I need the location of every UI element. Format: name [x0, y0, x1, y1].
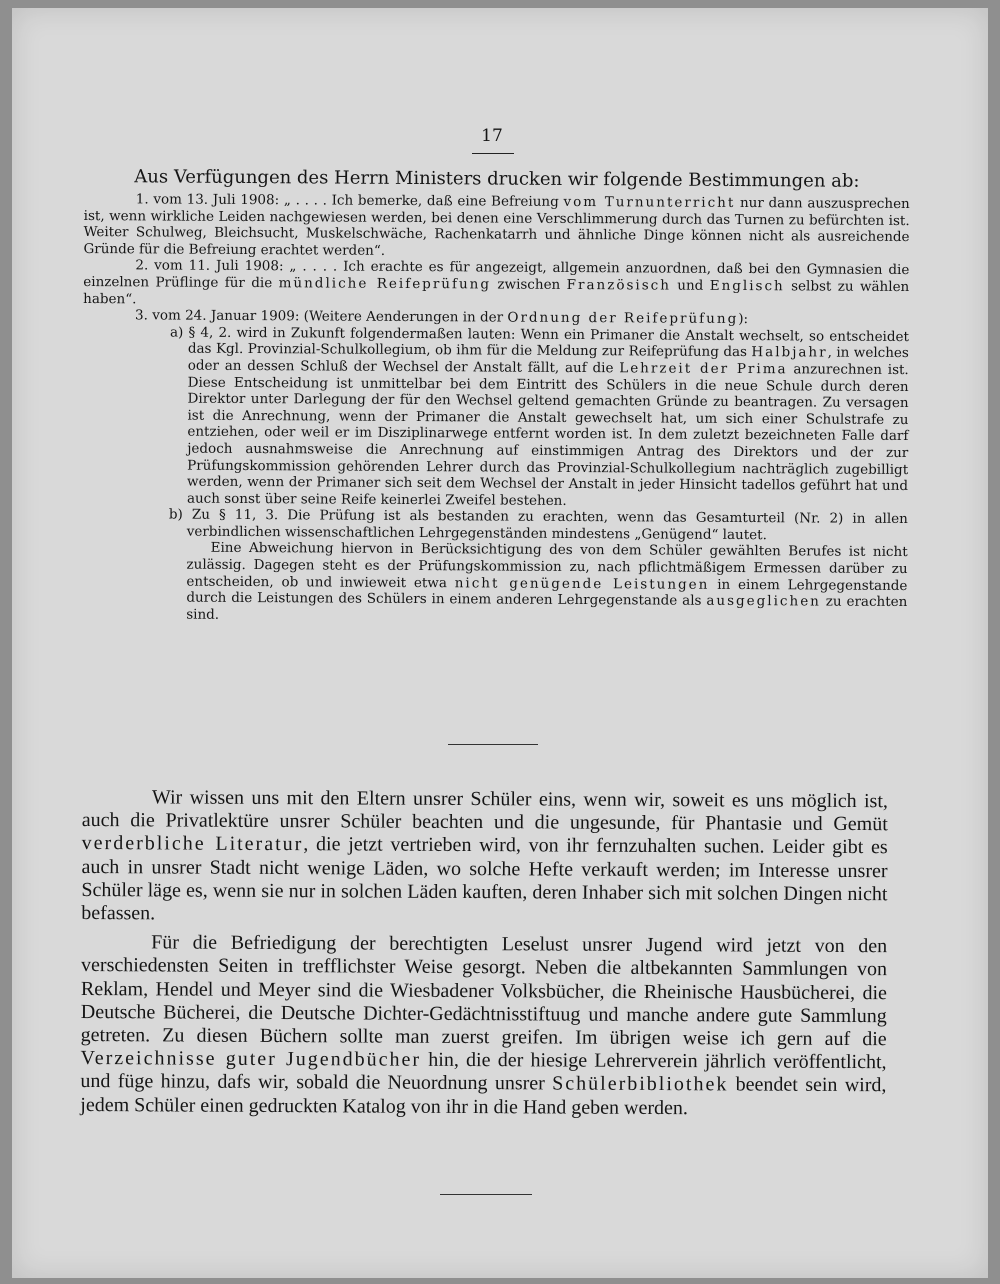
item3-text-b: ):	[738, 311, 749, 328]
item2-spaced-1: mündliche Reifeprüfung	[278, 275, 492, 293]
decree-item-3b: b) Zu § 11, 3. Die Prüfung ist als bestanden zu erachten, wenn das Gesamturteil (Nr. 2) in allen verbindlichen wissenschaftlichen Lehrgegenständen mindestens „Genügend“ lautet.	[168, 506, 908, 544]
paragraph-book-lists	[80, 931, 887, 1121]
decree-item-3a	[82, 324, 909, 512]
item2-spaced-3: Englisch	[709, 277, 785, 295]
item3b-spaced-1: nicht genügende Leistungen	[454, 574, 710, 593]
item3a-spaced-1: Halbjahr	[751, 344, 828, 361]
page-number-rule	[472, 153, 514, 154]
item3b-spaced-2: ausgeglichen	[706, 593, 821, 610]
para1-text-a: Wir wissen uns mit den Eltern unsrer Schüler eins, wenn wir, soweit es uns möglich ist, auch die Privatlektüre unsrer Schüler beachten und die ungesunde, für Phantasie und Gemüt	[81, 786, 888, 836]
item3b-text-c: zu erachten sind.	[186, 593, 908, 623]
item3b-text-a: Eine Abweichung hiervon in Berücksichtigung des von dem Schüler gewählten Berufes ist nicht zulässig. Dagegen steht es der Prüfungskommission zu, nach pflichtmäßigem Ermessen darüber zu entscheiden, ob und inwieweit etwa	[186, 540, 908, 591]
page-number: 17	[481, 126, 503, 146]
section-divider-2	[440, 1194, 532, 1195]
para2-text-b: hin, die der hiesige Lehrerverein jährlich veröffentlicht, und füge hinzu, dafs wir, sobald die Neuordnung unsrer	[80, 1049, 887, 1095]
item3a-text-b: , in welches oder an dessen Schluß der Wechsel der Anstalt fällt, auf die	[187, 344, 909, 377]
item1-text-a: 1. vom 13. Juli 1908: „ . . . . Ich bemerke, daß eine Befreiung	[135, 191, 564, 210]
para2-spaced-2: Schülerbibliothek	[552, 1072, 729, 1096]
item1-spaced: vom Turnunterricht	[563, 193, 736, 211]
item1-text-b: nur dann auszusprechen ist, wenn wirkliche Leiden nachgewiesen werden, bei denen eine Verschlimmerung durch das Turnen zu befürchten ist. Weiter Schulweg, Bleichsucht, Muskelschwäche, Rachenkatarrh und ähnliche Dinge können nicht als ausreichende Gründe für die Befreiung erachtet werden“.	[83, 194, 910, 259]
item3a-spaced-2: Lehrzeit der Prima	[619, 360, 788, 378]
item3a-text-a: a) § 4, 2. wird in Zukunft folgendermaßen lauten: Wenn ein Primaner die Anstalt wechselt, so entscheidet das Kgl. Provinzial-Schulkollegium, ob ihm für die Meldung zur Reifeprüfung das	[169, 324, 910, 361]
decree-heading: Aus Verfügungen des Herrn Ministers drucken wir folgende Bestimmungen ab:	[134, 166, 860, 192]
item3-text-a: 3. vom 24. Januar 1909: (Weitere Aenderungen in der	[135, 307, 508, 326]
para2-text-c: beendet sein wird, jedem Schüler einen gedruckten Katalog von ihr in die Hand geben werden.	[80, 1073, 887, 1119]
para2-spaced-1: Verzeichnisse guter Jugendbücher	[80, 1047, 422, 1072]
scanned-page	[12, 8, 988, 1278]
para1-spaced: verderbliche Literatur	[81, 832, 304, 856]
decree-item-1	[83, 191, 909, 262]
item2-text-b: zwischen	[490, 276, 567, 293]
item3b-text-b: in einem Lehrgegenstande durch die Leistungen des Schülers in einem anderen Lehrgegenstande als	[186, 576, 908, 610]
decree-section	[81, 165, 910, 627]
decree-item-3b-continued	[81, 539, 907, 627]
item2-text-a: 2. vom 11. Juli 1908: „ . . . . Ich erachte es für angezeigt, allgemein anzuordnen, daß bei den Gymnasien die einzelnen Prüflinge für die	[83, 257, 910, 292]
paragraph-private-reading	[81, 786, 888, 929]
decree-item-2	[83, 257, 909, 312]
item2-spaced-2: Französisch	[566, 276, 671, 294]
item2-text-c: und	[670, 277, 710, 294]
para1-text-b: , die jetzt vertrieben wird, von ihr fernzuhalten suchen. Leider gibt es auch in unsrer Stadt nicht wenige Läden, wo solche Hefte verkauft werden; im Interesse unsrer Schüler läge es, wenn sie nur in solchen Läden kauften, deren Inhaber sich mit solchen Dingen nicht befassen.	[81, 833, 888, 925]
item3-spaced: Ordnung der Reifeprüfung	[507, 309, 739, 328]
reading-section	[80, 786, 888, 1127]
para2-text-a: Für die Befriedigung der berechtigten Leselust unsrer Jugend wird jetzt von den verschiedensten Seiten in trefflichster Weise gesorgt. Neben die altbekannten Sammlungen von Reklam, Hendel und Meyer sind die Wiesbadener Volksbücher, die Rheinische Hausbücherei, die Deutsche Bücherei, die Deutsche Dichter-Gedächtnisstiftuug und manche andere gute Sammlung getreten. Zu diesen Büchern sollte man zuerst greifen. Im übrigen weise ich gern auf die	[80, 931, 888, 1051]
item3a-text-c: anzurechnen ist. Diese Entscheidung ist unmittelbar bei dem Eintritt des Schülers in die neue Schule durch deren Direktor unter Darlegung der für den Wechsel geltend gemachten Gründe zu beantragen. Zu versagen ist die Anrechnung, wenn der Primaner die Anstalt gewechselt hat, um sich einer Schulstrafe zu entziehen, oder weil er im Disziplinarwege entfernt worden ist. In dem zuletzt bezeichneten Falle darf jedoch ausnahmsweise die Anrechnung auf einstimmigen Antrag des Direktors und der zur Prüfungskommission gehörenden Lehrer durch das Provinzial-Schulkollegium nachträglich zugebilligt werden, wenn der Primaner sich seit dem Wechsel der Anstalt in jeder Hinsicht tadellos geführt hat und auch sonst über seine Reife keinerlei Zweifel bestehen.	[186, 361, 909, 509]
item2-text-d: selbst zu wählen haben“.	[83, 278, 910, 307]
section-divider-1	[448, 744, 538, 745]
